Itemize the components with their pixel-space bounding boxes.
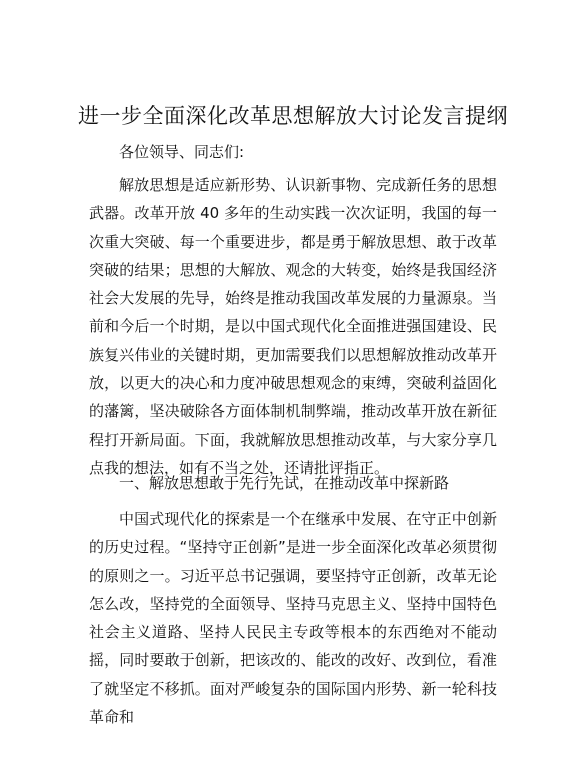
paragraph-intro: 解放思想是适应新形势、认识新事物、完成新任务的思想武器。改革开放 40 多年的生动实践一次次证明，我国的每一次重大突破、每一个重要进步，都是勇于解放思想、敢于改革突破的结果；思想的大解放、观念的大转变，始终是我国经济社会大发展的先导，始终是推动我国改革发展的力量源泉。当前和今后一个时期，是以中国式现代化全面推进强国建设、民族复兴伟业的关键时期，更加需要我们以思想解放推动改革开放，以更大的决心和力度冲破思想观念的束缚，突破利益固化的藩篱，坚决破除各方面体制机制弊端，推动改革开放在新征程打开新局面。下面，我就解放思想推动改革，与大家分享几点我的想法，如有不当之处，还请批评指正。 (89, 176, 497, 477)
document-title: 进一步全面深化改革思想解放大讨论发言提纲 (78, 104, 508, 128)
paragraph-section-1: 中国式现代化的探索是一个在继承中发展、在守正中创新的历史过程。“坚持守正创新”是进一步全面深化改革必须贯彻的原则之一。习近平总书记强调，要坚持守正创新，改革无论怎么改，坚持党的全面领导、坚持马克思主义、坚持中国特色社会主义道路、坚持人民民主专政等根本的东西绝对不能动摇，同时要敢于创新，把该改的、能改的改好、改到位，看准了就坚定不移抓。面对严峻复杂的国际国内形势、新一轮科技革命和 (89, 510, 497, 727)
section-heading-1: 一、解放思想敢于先行先试，在推动改革中探新路 (119, 474, 450, 492)
greeting-line: 各位领导、同志们: (119, 143, 245, 161)
